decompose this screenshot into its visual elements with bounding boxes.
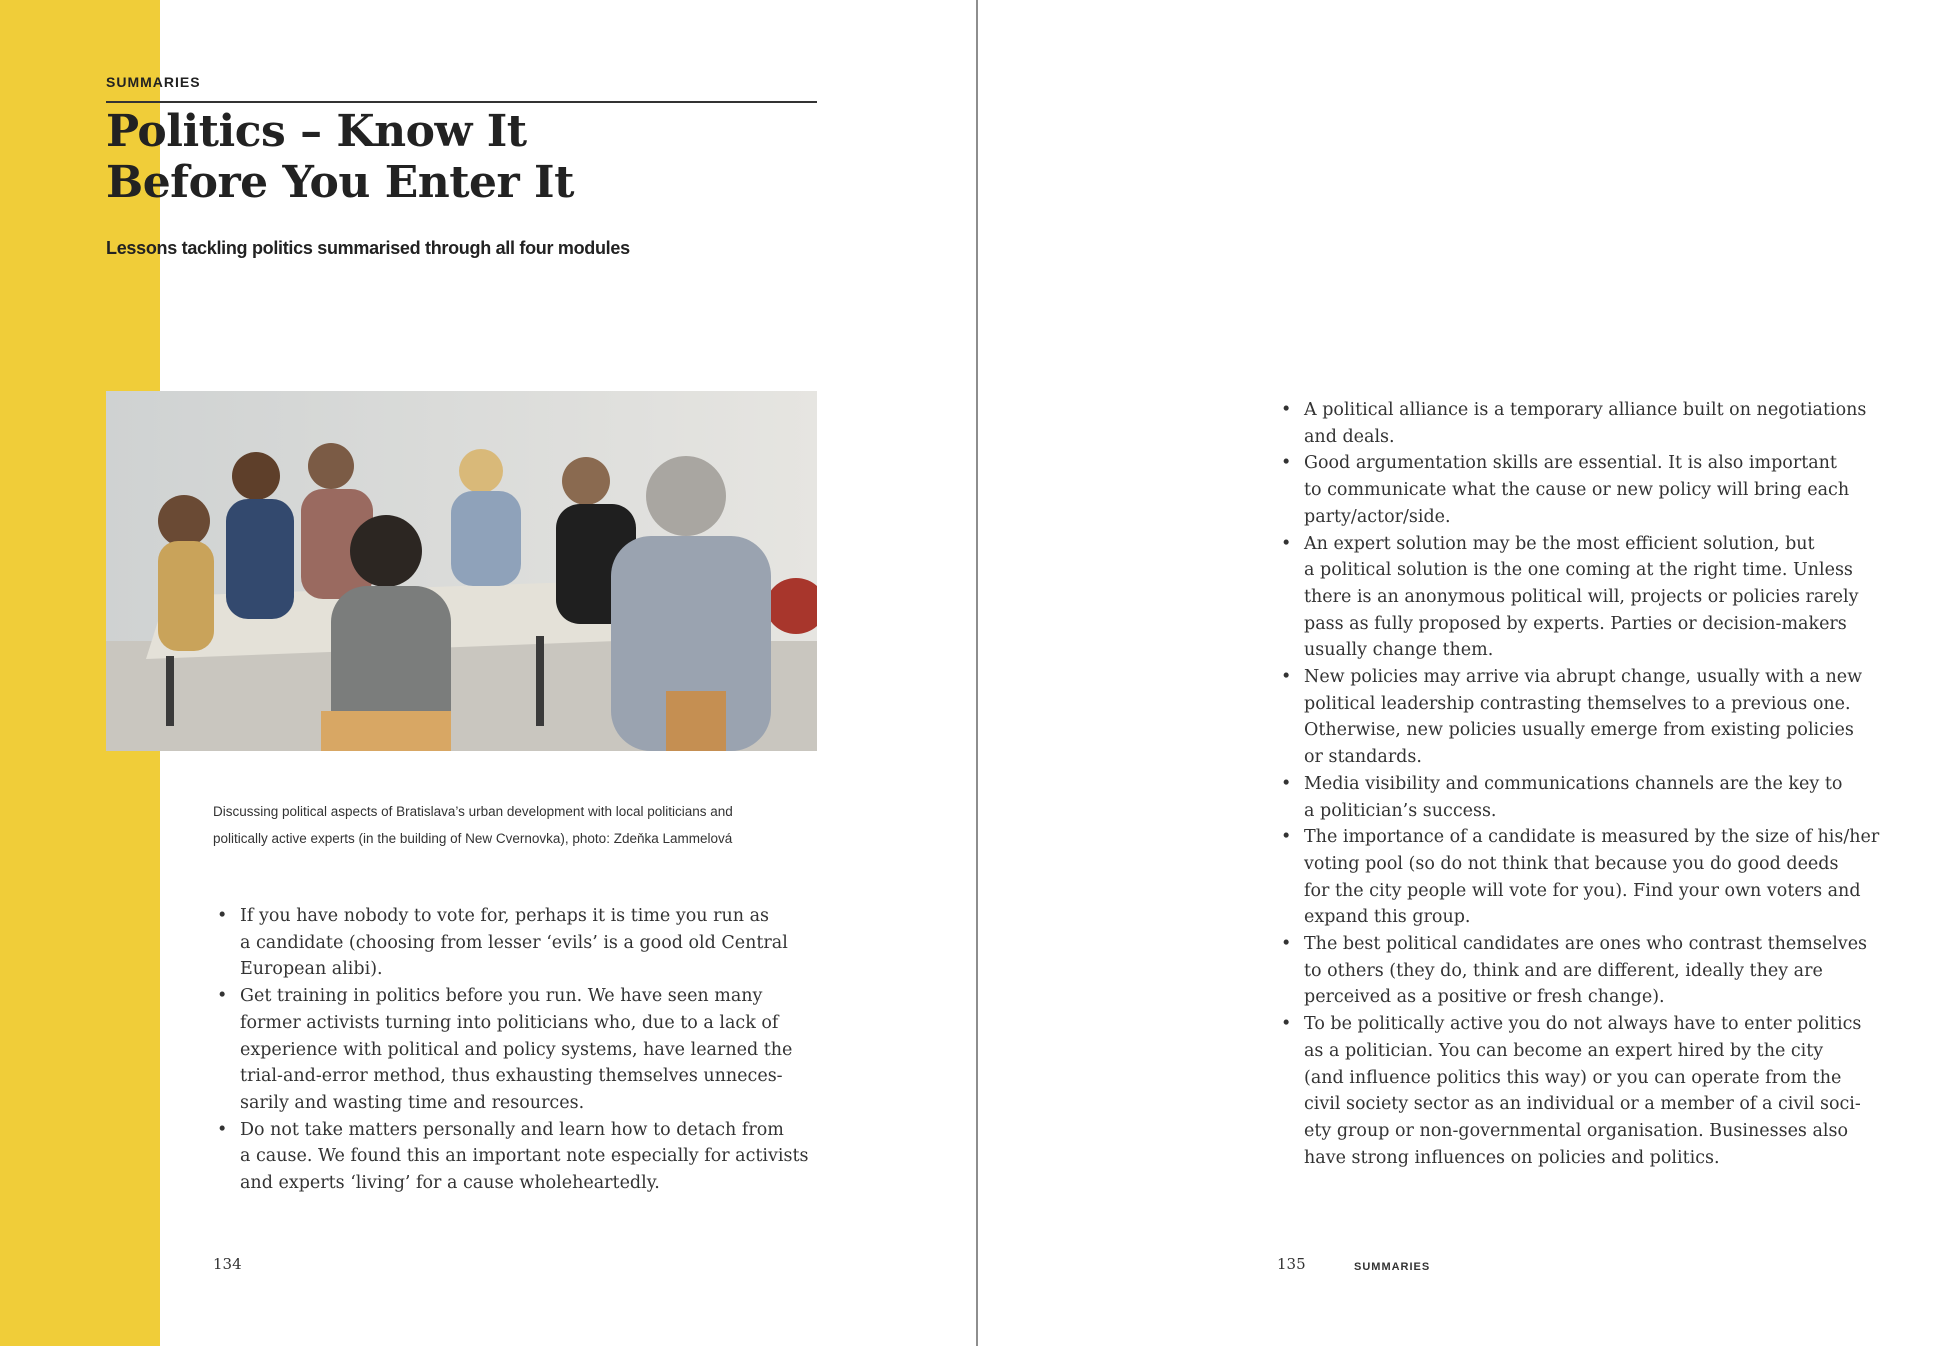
list-item-line: • Good argumentation skills are essential. It is also important <box>1304 453 1837 474</box>
list-item-line: • New policies may arrive via abrupt change, usually with a new <box>1304 667 1863 688</box>
page-number-left: 134 <box>213 1255 242 1273</box>
list-item <box>1278 1011 1918 1171</box>
list-item <box>1278 824 1918 931</box>
list-item-line: experience with political and policy systems, have learned the <box>240 1039 793 1060</box>
list-item-line: have strong influences on policies and politics. <box>1304 1147 1720 1168</box>
list-item-line: sarily and wasting time and resources. <box>240 1092 585 1113</box>
page-number-right: 135 <box>1277 1255 1306 1273</box>
caption-line: Discussing political aspects of Bratislava’s urban development with local politicians and <box>213 804 733 819</box>
list-item-line: • Do not take matters personally and learn how to detach from <box>240 1119 784 1140</box>
list-item-line: a cause. We found this an important note especially for activists <box>240 1146 809 1167</box>
list-item <box>1278 664 1918 771</box>
page-title-line: Politics – Know It <box>106 106 527 157</box>
list-item-line: • Media visibility and communications channels are the key to <box>1304 773 1843 794</box>
header-rule <box>106 101 817 103</box>
list-item-line: a political solution is the one coming at the right time. Unless <box>1304 560 1853 581</box>
photo-caption <box>213 798 825 852</box>
page-title <box>106 106 574 208</box>
list-item <box>214 983 834 1117</box>
list-item-line: as a politician. You can become an expert hired by the city <box>1304 1040 1824 1061</box>
list-item-line: • Get training in politics before you run. We have seen many <box>240 986 763 1007</box>
list-item-line: • A political alliance is a temporary alliance built on negotiations <box>1304 400 1867 420</box>
list-item-line: and experts ‘living’ for a cause wholeheartedly. <box>240 1173 660 1194</box>
list-item-line: civil society sector as an individual or a member of a civil soci- <box>1304 1094 1861 1115</box>
list-item-line: • The best political candidates are ones who contrast themselves <box>1304 934 1868 955</box>
list-item-line: former activists turning into politicians who, due to a lack of <box>240 1012 779 1033</box>
list-item-line: Otherwise, new policies usually emerge from existing policies <box>1304 720 1854 741</box>
page-subtitle: Lessons tackling politics summarised through all four modules <box>106 238 630 258</box>
list-item-line: pass as fully proposed by experts. Parties or decision-makers <box>1304 613 1847 634</box>
caption-line: politically active experts (in the building of New Cvernovka), photo: Zdeňka Lammelová <box>213 831 733 846</box>
list-item <box>1278 450 1918 530</box>
list-item <box>214 1117 834 1197</box>
list-item-line: usually change them. <box>1304 640 1494 661</box>
left-bullet-list <box>214 903 834 1197</box>
list-item-line: perceived as a positive or fresh change). <box>1304 987 1665 1008</box>
list-item-line: for the city people will vote for you). Find your own voters and <box>1304 880 1861 901</box>
list-item <box>1278 531 1918 665</box>
right-bullet-list <box>1278 397 1918 1171</box>
list-item-line: to others (they do, think and are different, ideally they are <box>1304 960 1823 981</box>
list-item <box>1278 397 1918 450</box>
list-item-line: ety group or non-governmental organisation. Businesses also <box>1304 1120 1849 1141</box>
list-item-line: there is an anonymous political will, projects or policies rarely <box>1304 586 1859 607</box>
list-item-line: (and influence politics this way) or you can operate from the <box>1304 1067 1842 1088</box>
list-item-line: • If you have nobody to vote for, perhaps it is time you run as <box>240 906 769 926</box>
list-item-line: expand this group. <box>1304 907 1471 928</box>
list-item-line: a candidate (choosing from lesser ‘evils’ is a good old Central <box>240 932 788 953</box>
page-gutter <box>976 0 978 1346</box>
list-item-line: and deals. <box>1304 426 1395 447</box>
list-item-line: to communicate what the cause or new policy will bring each <box>1304 480 1850 501</box>
meeting-photo <box>106 391 817 751</box>
list-item-line: a politician’s success. <box>1304 800 1497 821</box>
list-item <box>1278 771 1918 824</box>
list-item-line: party/actor/side. <box>1304 506 1451 527</box>
list-item-line: political leadership contrasting themselves to a previous one. <box>1304 693 1851 714</box>
list-item-line: • An expert solution may be the most efficient solution, but <box>1304 533 1815 554</box>
list-item-line: or standards. <box>1304 747 1422 768</box>
list-item-line: trial-and-error method, thus exhausting themselves unneces- <box>240 1066 783 1087</box>
list-item-line: • The importance of a candidate is measured by the size of his/her <box>1304 827 1880 848</box>
page-title-line: Before You Enter It <box>106 157 574 208</box>
list-item <box>1278 931 1918 1011</box>
section-label: SUMMARIES <box>106 74 201 90</box>
running-footer-label: SUMMARIES <box>1354 1261 1431 1273</box>
list-item <box>214 903 834 983</box>
list-item-line: • To be politically active you do not always have to enter politics <box>1304 1014 1862 1035</box>
list-item-line: voting pool (so do not think that because you do good deeds <box>1304 853 1839 874</box>
list-item-line: European alibi). <box>240 959 383 980</box>
